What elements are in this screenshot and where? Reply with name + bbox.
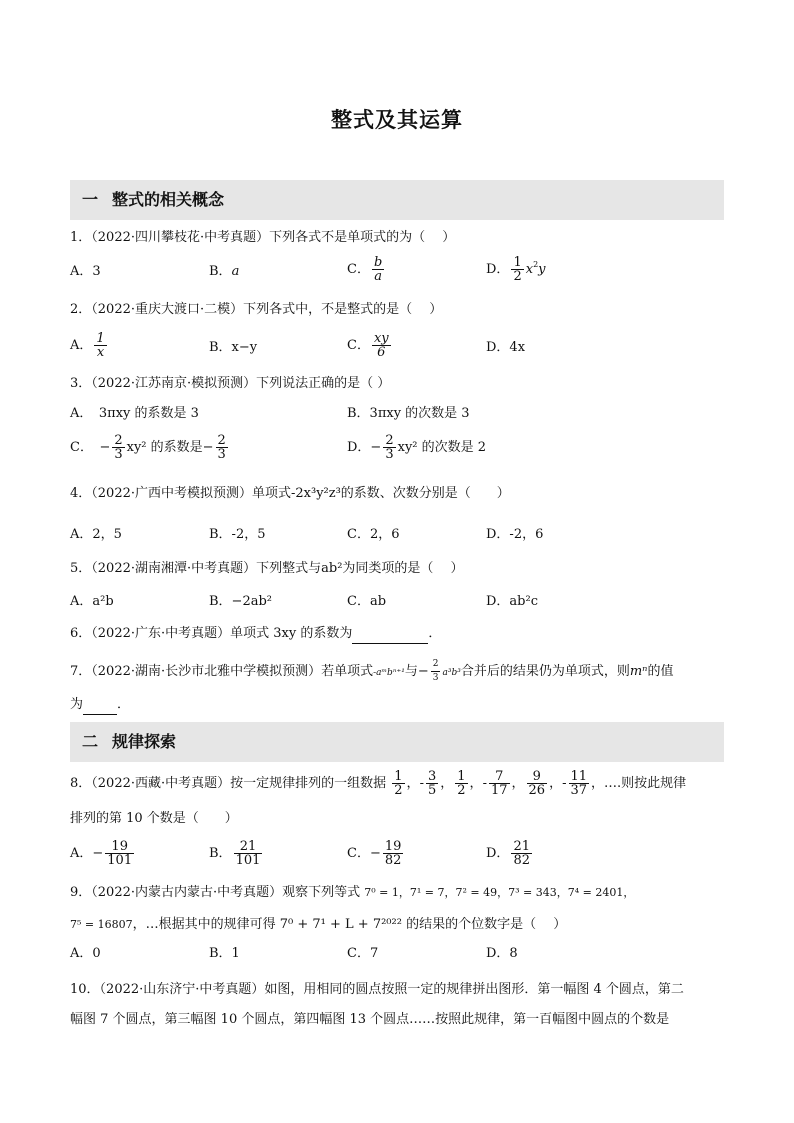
sequence-term: - $\frac{11}{37}$ — [562, 769, 588, 798]
q1-option-a: A．3 — [70, 264, 101, 279]
sequence-term: $\frac{9}{26}$ — [528, 769, 546, 798]
question-7-line-1: 7．（2022·湖南·长沙市北雅中学模拟预测）若单项式-aᵐbⁿ⁺¹与− $\frac{2}{3}$ a³b³合并后的结果仍为单项式，则mⁿ的值 — [70, 659, 674, 683]
question-4-stem: 4．（2022·广西中考模拟预测）单项式-2x³y²z³的系数、次数分别是（ ） — [70, 486, 510, 501]
q2-option-a: A． $\frac{1}{x}$ — [70, 331, 105, 360]
q3-option-a: A． 3πxy 的系数是 3 — [70, 406, 199, 421]
section-number: 二 — [82, 732, 99, 751]
sequence-term: - $\frac{3}{5}$ — [419, 769, 437, 798]
question-5-stem: 5．（2022·湖南湘潭·中考真题）下列整式与ab²为同类项的是（ ） — [70, 561, 464, 576]
section-label: 规律探索 — [112, 732, 177, 751]
q8-option-c: C．− $\frac{19}{82}$ — [347, 839, 402, 868]
q2-option-c: C． $\frac{xy}{6}$ — [347, 331, 389, 360]
q2-option-d: D．4x — [486, 340, 526, 355]
q9-option-a: A．0 — [70, 946, 101, 961]
q1-option-b: B．a — [209, 264, 240, 279]
section-header-patterns — [70, 722, 724, 762]
sequence-term: - $\frac{7}{17}$ — [482, 769, 508, 798]
q5-option-a: A．a²b — [70, 594, 114, 609]
q1-option-c: C． $\frac{b}{a}$ — [347, 255, 383, 284]
sequence-term: $\frac{1}{2}$ — [394, 769, 403, 798]
q4-option-a: A．2，5 — [70, 527, 122, 542]
question-8-line-1: 8．（2022·西藏·中考真题）按一定规律排列的一组数据 $\frac{1}{2}$ ，- $\frac{3}{5}$ ， $\frac{1}{2}$ ，- $\frac{7}{17}$ ， $\frac{9}{26}$ ，- $\frac{11}{37}$ ，….则按此规律 — [70, 769, 687, 798]
q8-option-a: A．− $\frac{19}{101}$ — [70, 839, 133, 868]
section-label: 整式的相关概念 — [112, 190, 225, 209]
answer-blank[interactable] — [83, 700, 117, 715]
question-3-stem: 3．（2022·江苏南京·模拟预测）下列说法正确的是（ ） — [70, 376, 391, 391]
question-10-line-2: 幅图 7 个圆点，第三幅图 10 个圆点，第四幅图 13 个圆点……按照此规律，第一百幅图中圆点的个数是 — [70, 1012, 670, 1027]
question-6-stem: 6．（2022·广东·中考真题）单项式 3xy 的系数为 — [70, 626, 353, 641]
question-10-line-1: 10．（2022·山东济宁·中考真题）如图，用相同的圆点按照一定的规律拼出图形．第一幅图 4 个圆点，第二 — [70, 982, 684, 997]
q4-option-d: D．-2，6 — [486, 527, 544, 542]
q4-option-c: C．2，6 — [347, 527, 400, 542]
q3-option-c: C． − $\frac{2}{3}$ xy² 的系数是− $\frac{2}{3}$ — [70, 433, 226, 462]
page-title: 整式及其运算 — [331, 108, 463, 132]
q5-option-b: B．−2ab² — [209, 594, 273, 609]
question-6: 6．（2022·广东·中考真题）单项式 3xy 的系数为 ． — [70, 624, 730, 644]
question-9-line-1: 9．（2022·内蒙古内蒙古·中考真题）观察下列等式 7⁰ = 1，7¹ = 7，7² = 49，7³ = 343，7⁴ = 2401， — [70, 885, 635, 900]
answer-blank[interactable] — [352, 629, 428, 644]
q8-option-d: D． $\frac{21}{82}$ — [486, 839, 530, 868]
question-7-line-2: 为 ． — [70, 695, 730, 715]
q5-option-c: C．ab — [347, 594, 387, 609]
q3-option-b: B．3πxy 的次数是 3 — [347, 406, 470, 421]
sequence-term: $\frac{1}{2}$ — [457, 769, 466, 798]
q9-option-c: C．7 — [347, 946, 379, 961]
question-9-line-2: 7⁵ = 16807，…根据其中的规律可得 7⁰ + 7¹ + L + 7²⁰²² 的结果的个位数字是（ ） — [70, 917, 567, 932]
q5-option-d: D．ab²c — [486, 594, 538, 609]
q9-option-d: D．8 — [486, 946, 518, 961]
q1-option-d: D． $\frac{1}{2}$ $x^2y$ — [486, 255, 546, 284]
q8-option-b: B． $\frac{21}{101}$ — [209, 839, 261, 868]
q9-option-b: B．1 — [209, 946, 240, 961]
section-header-concepts — [70, 180, 724, 220]
section-number: 一 — [82, 190, 99, 209]
question-8-line-2: 排列的第 10 个数是（ ） — [70, 811, 238, 826]
q3-option-d: D．− $\frac{2}{3}$ xy² 的次数是 2 — [347, 433, 487, 462]
q4-option-b: B．-2，5 — [209, 527, 266, 542]
question-2-stem: 2．（2022·重庆大渡口·二模）下列各式中，不是整式的是（ ） — [70, 302, 443, 317]
question-1-stem: 1．（2022·四川攀枝花·中考真题）下列各式不是单项式的为（ ） — [70, 230, 456, 245]
q2-option-b: B．x−y — [209, 340, 258, 355]
